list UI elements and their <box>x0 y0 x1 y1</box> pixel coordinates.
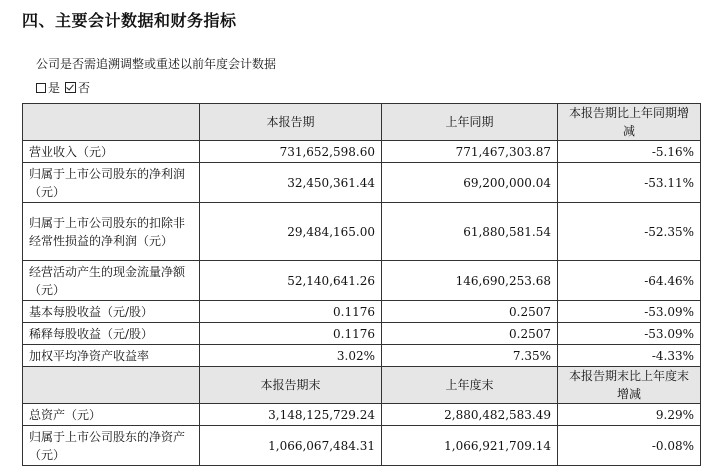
cell-current: 32,450,361.44 <box>200 163 382 203</box>
table-row <box>23 163 701 203</box>
checkbox-no-checked[interactable] <box>65 82 76 93</box>
cell-change: -5.16% <box>558 141 701 163</box>
table-row <box>23 426 701 466</box>
cell-current: 731,652,598.60 <box>200 141 382 163</box>
section-title: 四、主要会计数据和财务指标 <box>22 11 237 30</box>
row-label: 基本每股收益（元/股） <box>23 301 200 323</box>
row-label: 营业收入（元） <box>23 141 200 163</box>
cell-change: -4.33% <box>558 345 701 367</box>
header-cell-change: 本报告期末比上年度末增减 <box>558 367 701 404</box>
cell-prior: 146,690,253.68 <box>382 261 558 301</box>
header-cell-prior-period: 上年同期 <box>382 104 558 141</box>
header-cell-prior-year-end: 上年度末 <box>382 367 558 404</box>
financial-indicators-table <box>22 103 701 466</box>
cell-current: 29,484,165.00 <box>200 203 382 261</box>
table-row <box>23 323 701 345</box>
table-header-period <box>23 104 701 141</box>
cell-change: 9.29% <box>558 404 701 426</box>
row-label: 加权平均净资产收益率 <box>23 345 200 367</box>
restatement-question: 公司是否需追溯调整或重述以前年度会计数据 <box>36 57 277 71</box>
cell-prior: 1,066,921,709.14 <box>382 426 558 466</box>
cell-current: 3,148,125,729.24 <box>200 404 382 426</box>
cell-current: 0.1176 <box>200 323 382 345</box>
row-label: 归属于上市公司股东的净利润（元） <box>23 163 200 203</box>
cell-current: 1,066,067,484.31 <box>200 426 382 466</box>
cell-prior: 2,880,482,583.49 <box>382 404 558 426</box>
cell-prior: 69,200,000.04 <box>382 163 558 203</box>
table-header-period-end <box>23 367 701 404</box>
cell-change: -64.46% <box>558 261 701 301</box>
row-label: 总资产（元） <box>23 404 200 426</box>
cell-change: -52.35% <box>558 203 701 261</box>
cell-change: -53.11% <box>558 163 701 203</box>
cell-current: 3.02% <box>200 345 382 367</box>
row-label: 稀释每股收益（元/股） <box>23 323 200 345</box>
cell-change: -0.08% <box>558 426 701 466</box>
checkbox-yes-label: 是 <box>48 81 61 95</box>
cell-prior: 7.35% <box>382 345 558 367</box>
cell-current: 0.1176 <box>200 301 382 323</box>
cell-current: 52,140,641.26 <box>200 261 382 301</box>
cell-change: -53.09% <box>558 301 701 323</box>
header-cell-change: 本报告期比上年同期增减 <box>558 104 701 141</box>
cell-prior: 61,880,581.54 <box>382 203 558 261</box>
checkbox-yes[interactable] <box>36 83 46 93</box>
table-row <box>23 203 701 261</box>
cell-prior: 0.2507 <box>382 301 558 323</box>
header-cell-blank <box>23 367 200 404</box>
header-cell-current-period: 本报告期 <box>200 104 382 141</box>
header-cell-current-period-end: 本报告期末 <box>200 367 382 404</box>
table-row <box>23 404 701 426</box>
table-row <box>23 301 701 323</box>
table-row <box>23 141 701 163</box>
row-label: 归属于上市公司股东的净资产（元） <box>23 426 200 466</box>
row-label: 经营活动产生的现金流量净额（元） <box>23 261 200 301</box>
cell-prior: 771,467,303.87 <box>382 141 558 163</box>
checkbox-no-label: 否 <box>78 81 91 95</box>
cell-prior: 0.2507 <box>382 323 558 345</box>
table-row <box>23 261 701 301</box>
table-row <box>23 345 701 367</box>
row-label: 归属于上市公司股东的扣除非经常性损益的净利润（元） <box>23 203 200 261</box>
cell-change: -53.09% <box>558 323 701 345</box>
restatement-answer <box>36 79 90 96</box>
header-cell-blank <box>23 104 200 141</box>
